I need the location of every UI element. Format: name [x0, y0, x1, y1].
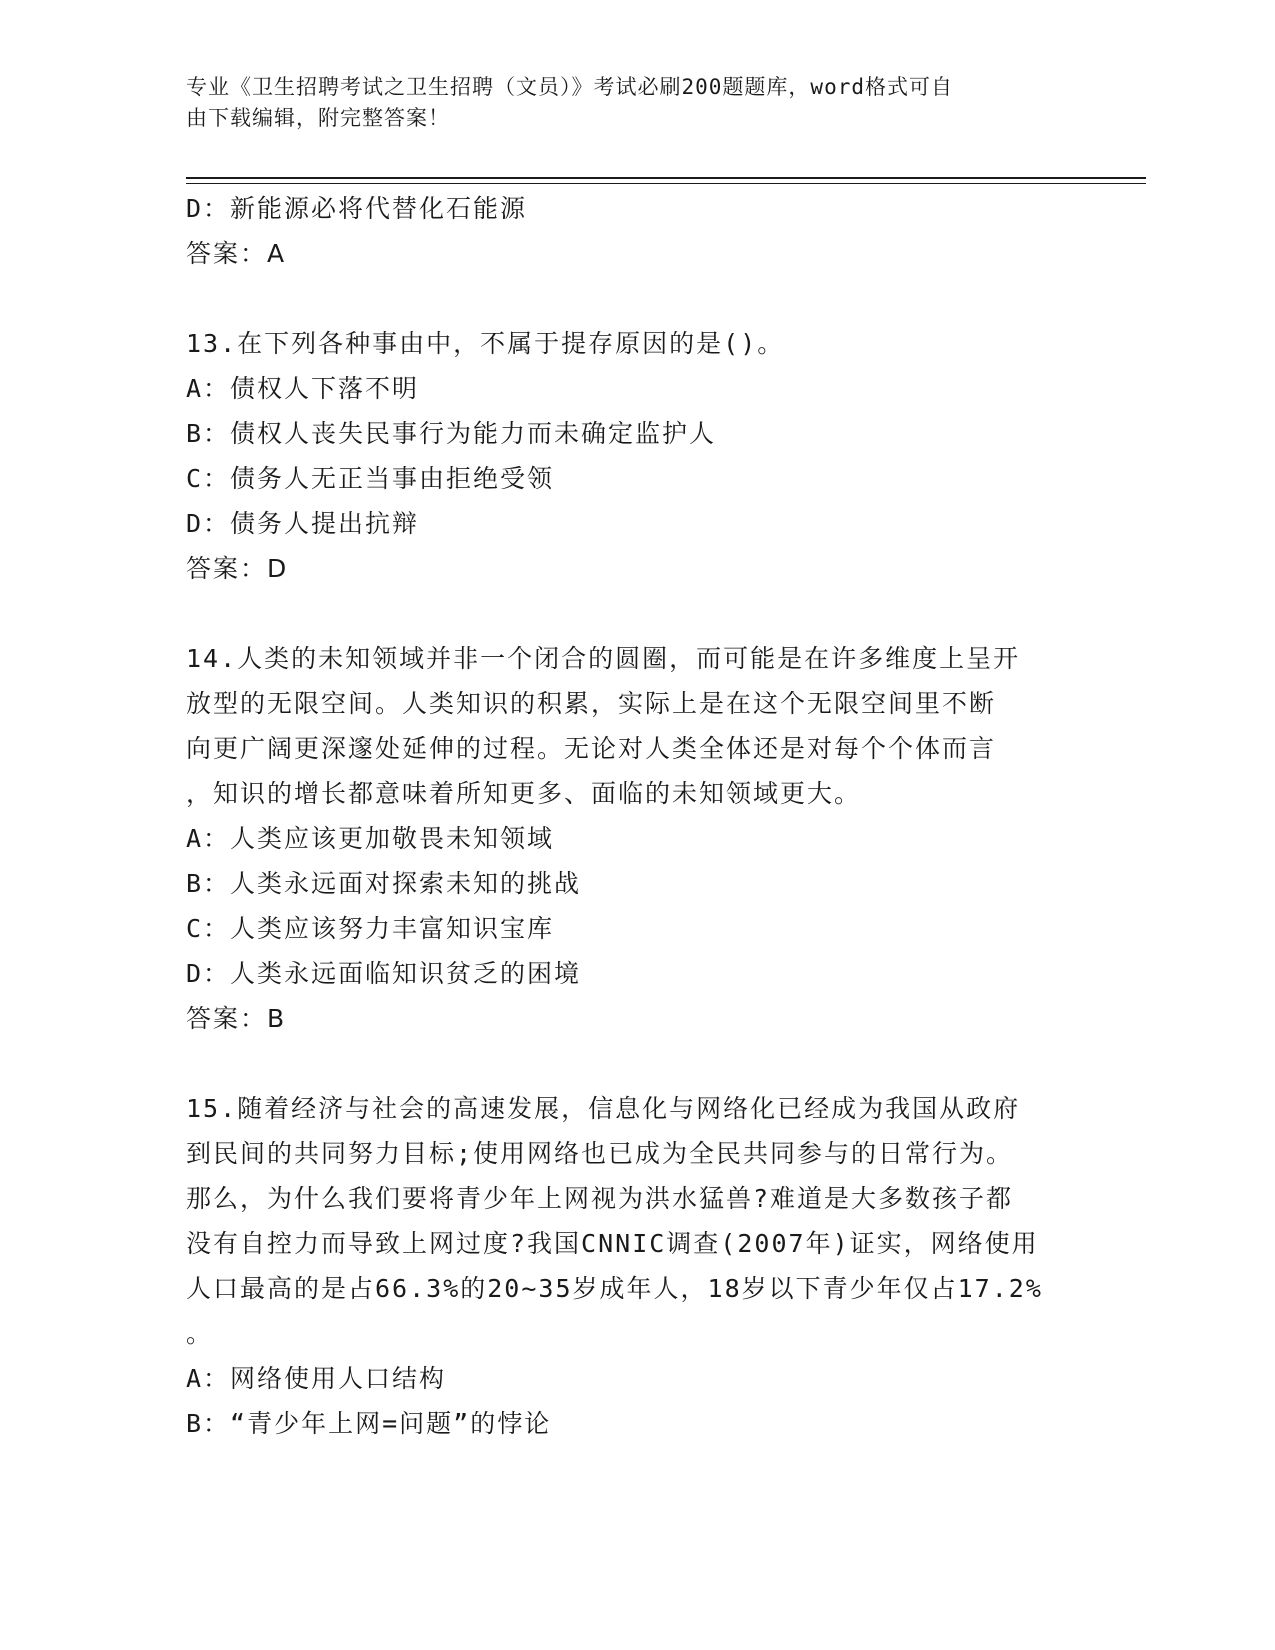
question-text-line: 到民间的共同努力目标;使用网络也已成为全民共同参与的日常行为。 [186, 1139, 1014, 1168]
option-a: A：债权人下落不明 [186, 374, 420, 403]
answer-line: 答案：D [186, 554, 289, 583]
question-text-line: 放型的无限空间。人类知识的积累，实际上是在这个无限空间里不断 [186, 689, 997, 718]
header-rule-thick [186, 177, 1146, 179]
option-a: A：网络使用人口结构 [186, 1364, 447, 1393]
question-text-line: 向更广阔更深邃处延伸的过程。无论对人类全体还是对每个个体而言 [186, 734, 997, 763]
question-text-line: 人口最高的是占66.3%的20~35岁成年人，18岁以下青少年仅占17.2% [186, 1274, 1043, 1303]
option-a: A：人类应该更加敬畏未知领域 [186, 824, 555, 853]
question-text-line: 没有自控力而导致上网过度?我国CNNIC调查(2007年)证实，网络使用 [186, 1229, 1039, 1258]
answer-line: 答案：B [186, 1004, 287, 1033]
question-block [186, 1086, 1086, 1446]
question-block [186, 186, 1086, 276]
header-line-1: 专业《卫生招聘考试之卫生招聘（文员）》考试必刷200题题库，word格式可自 [186, 75, 953, 99]
page-header [186, 72, 1066, 134]
option-d: D：新能源必将代替化石能源 [186, 194, 528, 223]
option-c: C：债务人无正当事由拒绝受领 [186, 464, 555, 493]
question-block [186, 321, 1086, 591]
header-rule-thin [186, 183, 1146, 184]
question-block [186, 636, 1086, 1041]
question-stem: 13.在下列各种事由中，不属于提存原因的是()。 [186, 329, 785, 358]
block-spacer [186, 1041, 1086, 1086]
question-stem: 15.随着经济与社会的高速发展，信息化与网络化已经成为我国从政府 [186, 1094, 1021, 1123]
option-b: B：债权人丧失民事行为能力而未确定监护人 [186, 419, 717, 448]
block-spacer [186, 276, 1086, 321]
question-text-line: ，知识的增长都意味着所知更多、面临的未知领域更大。 [186, 779, 862, 808]
block-spacer [186, 591, 1086, 636]
option-b: B：“青少年上网=问题”的悖论 [186, 1409, 552, 1438]
answer-line: 答案：A [186, 239, 287, 268]
question-text-line: 那么，为什么我们要将青少年上网视为洪水猛兽?难道是大多数孩子都 [186, 1184, 1014, 1213]
question-text-line: 。 [186, 1319, 214, 1348]
question-content [186, 186, 1086, 1446]
question-stem: 14.人类的未知领域并非一个闭合的圆圈，而可能是在许多维度上呈开 [186, 644, 1021, 673]
option-d: D：债务人提出抗辩 [186, 509, 420, 538]
option-c: C：人类应该努力丰富知识宝库 [186, 914, 555, 943]
option-d: D：人类永远面临知识贫乏的困境 [186, 959, 582, 988]
option-b: B：人类永远面对探索未知的挑战 [186, 869, 582, 898]
header-line-2: 由下载编辑，附完整答案！ [186, 106, 450, 130]
